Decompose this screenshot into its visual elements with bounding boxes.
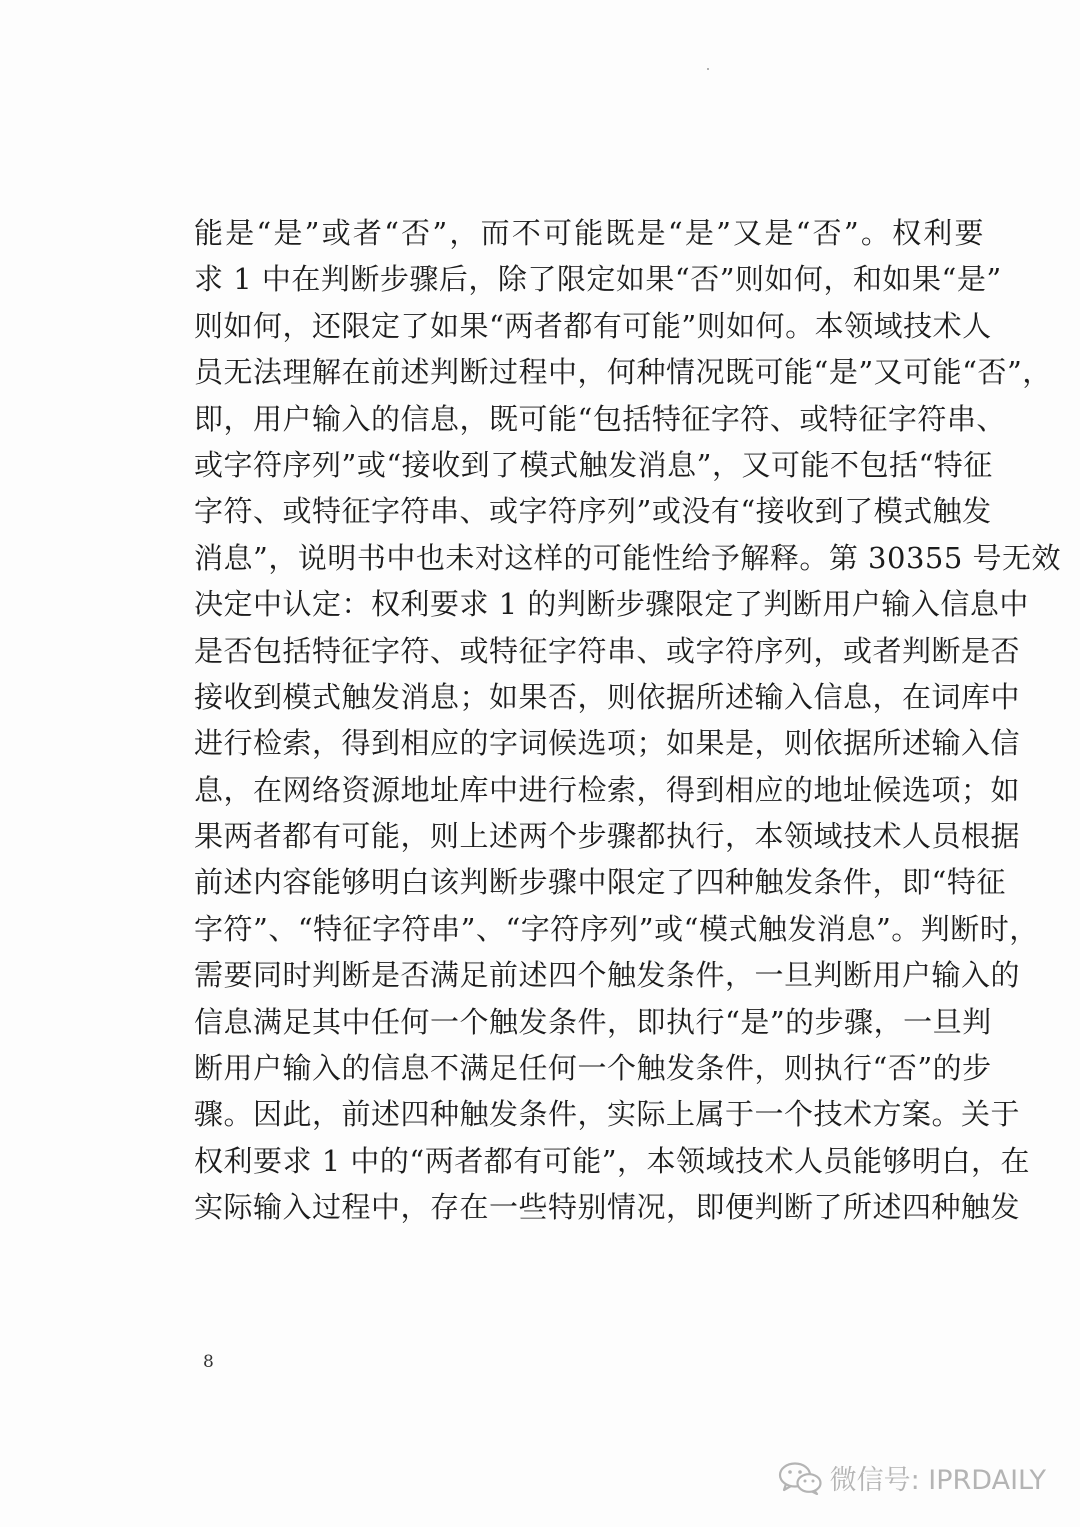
text-line: 决定中认定：权利要求 1 的判断步骤限定了判断用户输入信息中	[194, 587, 1029, 622]
text-line: 能是“是”或者“否”，而不可能既是“是”又是“否”。权利要	[194, 216, 984, 250]
text-line: 求 1 中在判断步骤后，除了限定如果“否”则如何，和如果“是”	[194, 262, 1002, 297]
text-line: 前述内容能够明白该判断步骤中限定了四种触发条件，即“特征	[194, 865, 1006, 900]
text-line: 字符”、“特征字符串”、“字符序列”或“模式触发消息”。判断时，	[194, 911, 1039, 946]
text-line: 是否包括特征字符、或特征字符串、或字符序列，或者判断是否	[194, 633, 1021, 668]
text-line: 消息”，说明书中也未对这样的可能性给予解释。第 30355 号无效	[194, 540, 1062, 575]
text-line: 权利要求 1 中的“两者都有可能”，本领域技术人员能够明白，在	[194, 1143, 1031, 1178]
text-line: 信息满足其中任何一个触发条件，即执行“是”的步骤，一旦判	[194, 1004, 992, 1039]
scan-speck	[707, 68, 709, 70]
document-body	[194, 210, 1062, 1231]
text-line: 果两者都有可能，则上述两个步骤都执行，本领域技术人员根据	[194, 819, 1021, 854]
text-line: 需要同时判断是否满足前述四个触发条件，一旦判断用户输入的	[194, 958, 1021, 993]
text-line: 息，在网络资源地址库中进行检索，得到相应的地址候选项；如	[194, 772, 1021, 807]
page-number: 8	[203, 1352, 214, 1372]
text-line: 骤。因此，前述四种触发条件，实际上属于一个技术方案。关于	[194, 1097, 1021, 1132]
text-line: 员无法理解在前述判断过程中，何种情况既可能“是”又可能“否”，	[194, 355, 1052, 390]
text-line: 即，用户输入的信息，既可能“包括特征字符、或特征字符串、	[194, 401, 1006, 436]
wechat-icon	[778, 1461, 822, 1495]
wechat-watermark	[778, 1458, 1046, 1497]
text-line: 实际输入过程中，存在一些特别情况，即便判断了所述四种触发	[194, 1190, 1021, 1225]
text-line: 断用户输入的信息不满足任何一个触发条件，则执行“否”的步	[194, 1051, 992, 1086]
text-line: 字符、或特征字符串、或字符序列”或没有“接收到了模式触发	[194, 494, 992, 529]
watermark-text: 微信号: IPRDAILY	[829, 1465, 1046, 1496]
text-line: 接收到模式触发消息；如果否，则依据所述输入信息，在词库中	[194, 679, 1021, 714]
text-line: 则如何，还限定了如果“两者都有可能”则如何。本领域技术人	[194, 308, 992, 343]
text-line: 进行检索，得到相应的字词候选项；如果是，则依据所述输入信	[194, 726, 1021, 761]
text-line: 或字符序列”或“接收到了模式触发消息”，又可能不包括“特征	[194, 447, 993, 482]
